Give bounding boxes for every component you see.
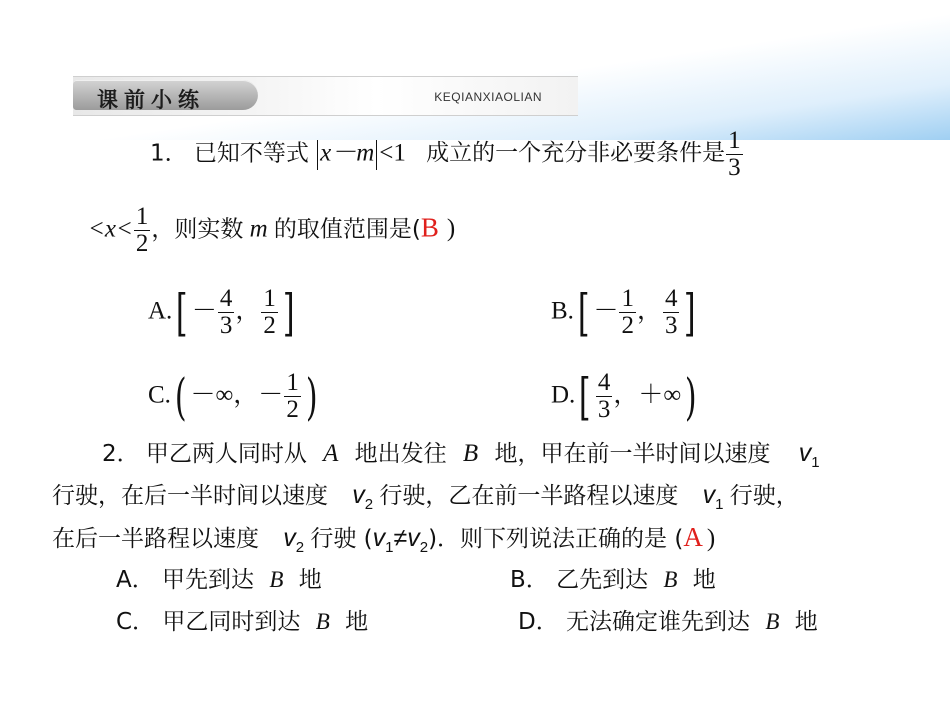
frac	[218, 286, 235, 340]
v-subscript: 2	[419, 539, 429, 556]
v-symbol: v	[372, 524, 386, 552]
q2-answer: A	[683, 522, 703, 552]
v-symbol: v	[798, 439, 812, 467]
option-place: B	[315, 609, 330, 634]
abs-bar-right	[376, 140, 377, 170]
q2-option-c	[116, 610, 368, 634]
q2-text: 甲乙两人同时从	[145, 441, 307, 467]
frac-num: 1	[263, 285, 276, 312]
frac-den: 2	[135, 230, 149, 258]
pos-infinity: ＋∞	[638, 381, 682, 409]
q2-text: 行驶 (	[310, 526, 373, 552]
q1-frac-1-2	[134, 204, 151, 258]
q1-text-d: 的取值范围是(	[273, 216, 421, 243]
q2-line2	[52, 483, 799, 512]
frac-den: 3	[664, 312, 678, 340]
q1-option-d	[551, 367, 701, 426]
option-label: D.	[551, 381, 576, 409]
frac	[261, 286, 278, 340]
frac-num: 4	[219, 285, 233, 312]
bracket-right: ]	[684, 283, 697, 342]
neq-symbol: ≠	[393, 524, 408, 552]
v-symbol: v	[702, 481, 716, 509]
q2-close: )	[706, 525, 716, 552]
q1-option-b	[551, 283, 700, 342]
q2-text: 行驶，	[729, 483, 799, 509]
option-label: A.	[148, 297, 173, 325]
q2-line1	[102, 441, 820, 470]
q1-abs-expr: x－m	[320, 139, 375, 167]
v-symbol: v	[352, 481, 365, 509]
v-subscript: 1	[811, 454, 820, 471]
minus: －	[593, 297, 619, 325]
q1-text-a: 已知不等式	[193, 140, 309, 167]
frac	[596, 370, 613, 424]
v-subscript: 1	[715, 496, 724, 513]
v-subscript: 2	[295, 539, 305, 556]
option-place: B	[765, 609, 780, 634]
v-symbol: v	[283, 524, 296, 552]
frac-num: 1	[135, 203, 149, 230]
banner-title: 课前小练	[97, 88, 205, 112]
q1-close: )	[446, 215, 456, 243]
q1-option-a	[148, 283, 298, 342]
comma: ，	[613, 381, 639, 409]
comma: ，	[233, 381, 259, 409]
frac-den: 2	[286, 396, 299, 424]
option-text: 甲乙同时到达	[162, 609, 301, 635]
v-symbol: v	[407, 524, 420, 552]
frac	[619, 286, 636, 340]
option-place: B	[663, 567, 678, 592]
q2-text: 行驶，在后一半时间以速度	[52, 483, 328, 509]
q1-frac-1-3	[726, 128, 743, 182]
frac-den: 3	[597, 396, 611, 424]
point-a: A	[323, 440, 339, 467]
q2-text: 行驶，乙在前一半路程以速度	[379, 483, 679, 509]
q2-text: 地出发往	[354, 441, 447, 467]
option-text: 无法确定谁先到达	[566, 609, 751, 635]
q2-text: 在后一半路程以速度	[52, 526, 259, 552]
option-text: 乙先到达	[556, 567, 649, 593]
frac-num: 1	[621, 285, 634, 312]
bracket-left: [	[176, 283, 188, 342]
frac-den: 2	[621, 312, 634, 340]
q2-option-d	[518, 610, 818, 634]
bracket-right: )	[305, 367, 318, 426]
bracket-right: )	[685, 367, 697, 426]
option-tail: 地	[794, 609, 818, 635]
option-tail: 地	[692, 567, 716, 593]
minus: －	[258, 381, 284, 409]
q2-line3	[52, 524, 715, 555]
option-label: C.	[148, 381, 171, 409]
option-label: D．	[518, 609, 559, 635]
banner-subtitle: KEQIANXIAOLIAN	[434, 90, 542, 104]
option-text: 甲先到达	[162, 567, 255, 593]
frac-num: 1	[286, 369, 299, 396]
bracket-right: ]	[282, 283, 295, 342]
q2-text: )．则下列说法正确的是 (	[428, 526, 684, 552]
option-label: B.	[551, 297, 574, 325]
q1-line2	[88, 204, 455, 258]
q1-text-b: 成立的一个充分非必要条件是	[426, 140, 726, 167]
abs-bar-left	[317, 140, 318, 170]
point-b: B	[462, 440, 479, 467]
comma: ，	[636, 297, 662, 325]
v-subscript: 1	[385, 539, 394, 556]
q1-lt-x-lt: <x<	[88, 215, 133, 243]
frac-den: 2	[263, 312, 276, 340]
frac-num: 4	[664, 285, 678, 312]
option-tail: 地	[345, 609, 369, 635]
frac	[663, 286, 680, 340]
option-label: C．	[116, 609, 156, 635]
q1-text-c: ，则实数	[151, 216, 244, 243]
option-place: B	[269, 567, 284, 592]
option-label: A．	[116, 567, 155, 593]
v-subscript: 2	[364, 496, 374, 513]
q1-m: m	[249, 215, 268, 243]
q1-option-c	[148, 367, 321, 426]
q2-option-a	[116, 568, 322, 592]
section-banner	[73, 76, 578, 116]
banner-tab	[73, 80, 258, 110]
comma: ，	[235, 297, 261, 325]
neg-infinity: －∞	[190, 381, 234, 409]
option-label: B．	[510, 567, 549, 593]
minus: －	[191, 297, 217, 325]
frac-den: 3	[728, 154, 741, 182]
q2-option-b	[510, 568, 716, 592]
frac-den: 3	[219, 312, 233, 340]
q2-number: 2．	[102, 441, 140, 467]
frac-num: 1	[728, 127, 741, 154]
option-tail: 地	[298, 567, 322, 593]
bracket-left: [	[577, 283, 590, 342]
bracket-left: [	[579, 367, 591, 426]
header-gradient	[0, 0, 950, 140]
frac	[284, 370, 301, 424]
q2-text: 地，甲在前一半时间以速度	[494, 441, 771, 467]
q1-answer: B	[420, 212, 439, 243]
bracket-left: (	[174, 367, 187, 426]
q1-line1	[150, 128, 744, 182]
q1-number: 1．	[150, 140, 188, 167]
q1-lt1: <1	[379, 139, 406, 167]
frac-num: 4	[597, 369, 611, 396]
